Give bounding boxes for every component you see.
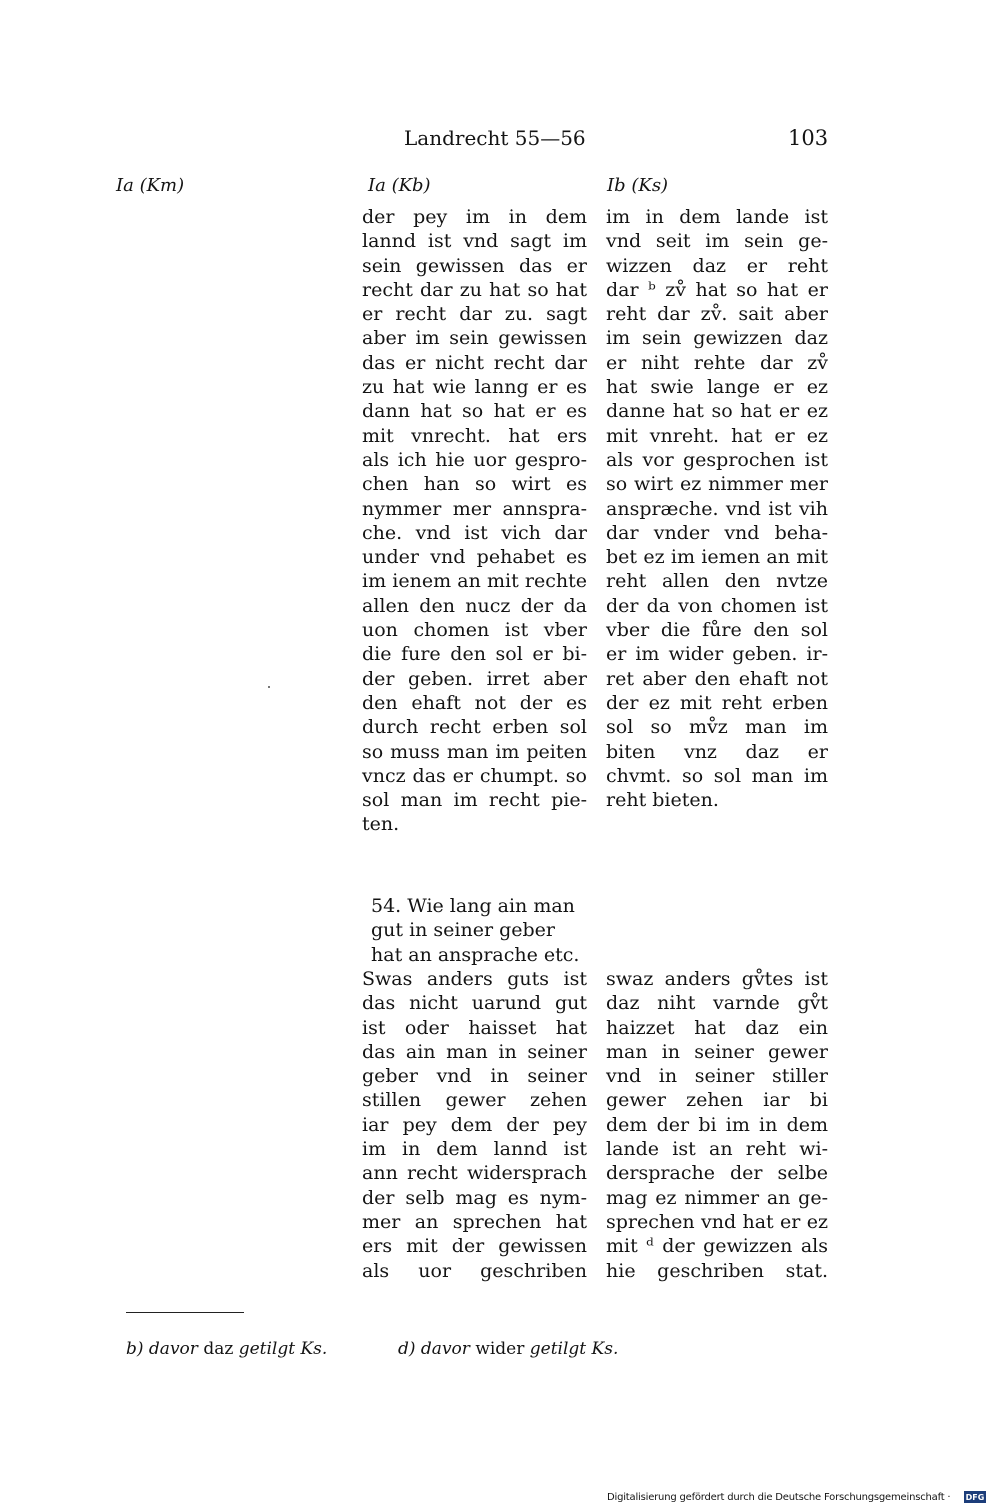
text-line: uon chomen ist vber bbox=[362, 619, 587, 642]
section2-ks-text bbox=[606, 967, 828, 1283]
text-line: under vnd pehabet es bbox=[362, 546, 587, 569]
footnote-marker: b) bbox=[126, 1339, 144, 1359]
column-label-km: Ia (Km) bbox=[116, 175, 185, 196]
text-line: der ez mit reht erben bbox=[606, 691, 828, 714]
footnote-text: getilgt Ks. bbox=[529, 1339, 619, 1359]
text-line: so wirt ez nimmer mer bbox=[606, 473, 828, 496]
page-number: 103 bbox=[788, 126, 829, 150]
footnote-b bbox=[126, 1339, 327, 1359]
text-line: recht dar zu hat so hat bbox=[362, 278, 587, 301]
text-line: der selb mag es nym- bbox=[362, 1186, 587, 1209]
text-line: zu hat wie lanng er es bbox=[362, 376, 587, 399]
text-line: sprechen vnd hat er ez bbox=[606, 1210, 828, 1233]
footnote-text: davor bbox=[148, 1339, 198, 1359]
text-line: vnd seit im sein ge- bbox=[606, 230, 828, 253]
text-line: man in seiner gewer bbox=[606, 1040, 828, 1063]
text-line: als uor geschriben bbox=[362, 1259, 587, 1282]
text-line: reht dar zv̊. sait aber bbox=[606, 303, 828, 326]
text-line: hie geschriben stat. bbox=[606, 1259, 828, 1282]
digitization-credit: Digitalisierung gefördert durch die Deutsche Forschungsgemeinschaft · bbox=[607, 1492, 951, 1503]
text-line: mer an sprechen hat bbox=[362, 1210, 587, 1233]
text-line: haizzet hat daz ein bbox=[606, 1016, 828, 1039]
text-line: im in dem lannd ist bbox=[362, 1138, 587, 1161]
text-line: er recht dar zu. sagt bbox=[362, 303, 587, 326]
text-line: im in dem lande ist bbox=[606, 206, 828, 228]
text-line: ansprӕche. vnd ist vih bbox=[606, 497, 828, 520]
text-line: vncz das er chumpt. so bbox=[362, 764, 587, 787]
text-line: er im wider geben. ir- bbox=[606, 643, 828, 666]
running-head: Landrecht 55—56 bbox=[404, 126, 586, 150]
text-line: dann hat so hat er es bbox=[362, 400, 587, 423]
text-line: das nicht uarund gut bbox=[362, 992, 587, 1015]
text-line: die fure den sol er bi- bbox=[362, 643, 587, 666]
text-line: mit ᵈ der gewizzen als bbox=[606, 1235, 828, 1258]
column-label-ks: Ib (Ks) bbox=[607, 175, 669, 196]
text-line: er niht rehte dar zv̊ bbox=[606, 351, 828, 374]
text-line: dersprache der selbe bbox=[606, 1162, 828, 1185]
text-line: Swas anders guts ist bbox=[362, 968, 587, 990]
text-line: swaz anders gv̊tes ist bbox=[606, 968, 828, 990]
text-line: der geben. irret aber bbox=[362, 667, 587, 690]
heading-line: 54. Wie lang ain man bbox=[371, 895, 575, 917]
text-line: mit vnrecht. hat ers bbox=[362, 424, 587, 447]
text-line: dar vnder vnd beha- bbox=[606, 521, 828, 544]
heading-line: hat an ansprache etc. bbox=[371, 943, 580, 966]
text-line: mit vnreht. hat er ez bbox=[606, 424, 828, 447]
footnote-d bbox=[398, 1339, 618, 1359]
text-line: biten vnz daz er bbox=[606, 740, 828, 763]
text-line: lannd ist vnd sagt im bbox=[362, 230, 587, 253]
text-line: gewer zehen iar bi bbox=[606, 1089, 828, 1112]
text-line: dem der bi im in dem bbox=[606, 1113, 828, 1136]
footnote-text: getilgt Ks. bbox=[238, 1339, 328, 1359]
scan-speck bbox=[268, 686, 270, 688]
text-line: ers mit der gewissen bbox=[362, 1235, 587, 1258]
text-line: als ich hie uor gespro- bbox=[362, 448, 587, 471]
text-line: wizzen daz er reht bbox=[606, 254, 828, 277]
text-line: so muss man im peiten bbox=[362, 740, 587, 763]
text-line: hat swie lange er ez bbox=[606, 376, 828, 399]
footnote-text: davor bbox=[420, 1339, 470, 1359]
text-line: ist oder haisset hat bbox=[362, 1016, 587, 1039]
text-line: iar pey dem der pey bbox=[362, 1113, 587, 1136]
footnote-word: daz bbox=[203, 1339, 234, 1359]
footnote-marker: d) bbox=[398, 1339, 416, 1359]
text-line: bet ez im iemen an mit bbox=[606, 546, 828, 569]
text-line: sein gewissen das er bbox=[362, 254, 587, 277]
text-line: ret aber den ehaft not bbox=[606, 667, 828, 690]
text-line: als vor gesprochen ist bbox=[606, 448, 828, 471]
footnote-word: wider bbox=[475, 1339, 525, 1359]
text-line: im sein gewizzen daz bbox=[606, 327, 828, 350]
text-line: vber die fůre den sol bbox=[606, 619, 828, 642]
section1-ks-text bbox=[606, 205, 828, 812]
text-line: nymmer mer annspra- bbox=[362, 497, 587, 520]
text-line: dar ᵇ zv̊ hat so hat er bbox=[606, 278, 828, 301]
text-line: reht allen den nvtze bbox=[606, 570, 828, 593]
text-line: allen den nucz der da bbox=[362, 594, 587, 617]
text-line: den ehaft not der es bbox=[362, 691, 587, 714]
section2-kb-text bbox=[362, 967, 587, 1283]
text-line: reht bieten. bbox=[606, 789, 719, 812]
dfg-logo: DFG bbox=[965, 1492, 985, 1502]
heading-line: gut in seiner geber bbox=[371, 919, 555, 942]
text-line: der pey im in dem bbox=[362, 206, 587, 228]
text-line: ten. bbox=[362, 813, 400, 836]
text-line: chvmt. so sol man im bbox=[606, 764, 828, 787]
text-line: vnd in seiner stiller bbox=[606, 1065, 828, 1088]
text-line: mag ez nimmer an ge- bbox=[606, 1186, 828, 1209]
text-line: aber im sein gewissen bbox=[362, 327, 587, 350]
text-line: im ienem an mit rechte bbox=[362, 570, 587, 593]
text-line: ann recht widersprach bbox=[362, 1162, 587, 1185]
text-line: che. vnd ist vich dar bbox=[362, 521, 587, 544]
column-label-kb: Ia (Kb) bbox=[368, 175, 431, 196]
text-line: der da von chomen ist bbox=[606, 594, 828, 617]
text-line: durch recht erben sol bbox=[362, 716, 587, 739]
text-line: das er nicht recht dar bbox=[362, 351, 587, 374]
text-line: geber vnd in seiner bbox=[362, 1065, 587, 1088]
text-line: lande ist an reht wi- bbox=[606, 1138, 828, 1161]
section1-kb-text bbox=[362, 205, 587, 837]
text-line: daz niht varnde gv̊t bbox=[606, 992, 828, 1015]
text-line: sol man im recht pie- bbox=[362, 789, 587, 812]
text-line: chen han so wirt es bbox=[362, 473, 587, 496]
text-line: stillen gewer zehen bbox=[362, 1089, 587, 1112]
text-line: sol so mv̊z man im bbox=[606, 716, 828, 739]
text-line: danne hat so hat er ez bbox=[606, 400, 828, 423]
footnote-rule bbox=[126, 1312, 244, 1313]
text-line: das ain man in seiner bbox=[362, 1040, 587, 1063]
section-heading-54 bbox=[371, 894, 579, 967]
